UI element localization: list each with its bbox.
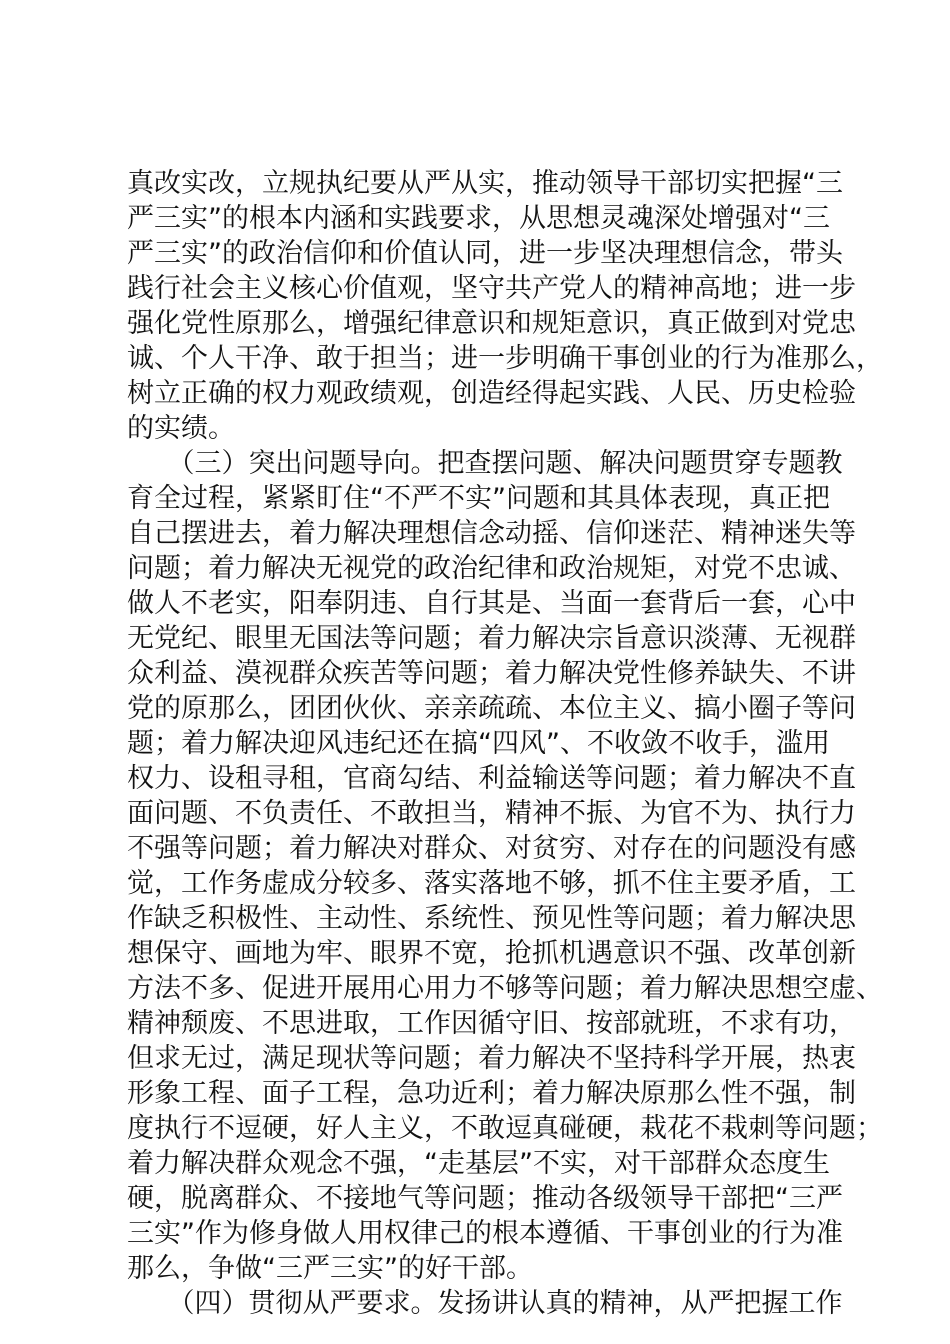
text-line: 硬，脱离群众、不接地气等问题；推动各级领导干部把“三严 bbox=[127, 1183, 843, 1214]
text-line: 践行社会主义核心价值观，坚守共产党人的精神高地；进一步 bbox=[127, 273, 856, 304]
text-line: 觉，工作务虚成分较多、落实落地不够，抓不住主要矛盾，工 bbox=[127, 868, 856, 899]
text-line: 无党纪、眼里无国法等问题；着力解决宗旨意识淡薄、无视群 bbox=[127, 623, 856, 654]
text-line: 作缺乏积极性、主动性、系统性、预见性等问题；着力解决思 bbox=[127, 903, 856, 934]
text-line: 真改实改，立规执纪要从严从实，推动领导干部切实把握“三 bbox=[127, 168, 843, 199]
text-line: 不强等问题；着力解决对群众、对贫穷、对存在的问题没有感 bbox=[127, 833, 856, 864]
text-line: 题；着力解决迎风违纪还在搞“四风”、不收敛不收手，滥用 bbox=[127, 728, 830, 759]
text-line: 形象工程、面子工程，急功近利；着力解决原那么性不强，制 bbox=[127, 1078, 856, 1109]
text-line: 那么，争做“三严三实”的好干部。 bbox=[127, 1253, 533, 1284]
text-line: 三实”作为修身做人用权律己的根本遵循、干事创业的行为准 bbox=[127, 1218, 843, 1249]
text-line: 自己摆进去，着力解决理想信念动摇、信仰迷茫、精神迷失等 bbox=[127, 518, 856, 549]
text-line: 严三实”的根本内涵和实践要求，从思想灵魂深处增强对“三 bbox=[127, 203, 830, 234]
text-line: 众利益、漠视群众疾苦等问题；着力解决党性修养缺失、不讲 bbox=[127, 658, 856, 689]
section-heading-line: （四）贯彻从严要求。发扬讲认真的精神，从严把握工作 bbox=[127, 1288, 843, 1319]
text-line: 度执行不逗硬，好人主义，不敢逗真碰硬，栽花不栽刺等问题； bbox=[127, 1113, 883, 1144]
text-line: 方法不多、促进开展用心用力不够等问题；着力解决思想空虚、 bbox=[127, 973, 883, 1004]
text-line: 想保守、画地为牢、眼界不宽，抢抓机遇意识不强、改革创新 bbox=[127, 938, 856, 969]
text-line: 着力解决群众观念不强，“走基层”不实，对干部群众态度生 bbox=[127, 1148, 830, 1179]
text-line: 但求无过，满足现状等问题；着力解决不坚持科学开展，热衷 bbox=[127, 1043, 856, 1074]
text-line: 的实绩。 bbox=[127, 413, 235, 444]
text-line: 问题；着力解决无视党的政治纪律和政治规矩，对党不忠诚、 bbox=[127, 553, 856, 584]
text-line: 面问题、不负责任、不敢担当，精神不振、为官不为、执行力 bbox=[127, 798, 856, 829]
text-line: 党的原那么，团团伙伙、亲亲疏疏、本位主义、搞小圈子等问 bbox=[127, 693, 856, 724]
text-line: 强化党性原那么，增强纪律意识和规矩意识，真正做到对党忠 bbox=[127, 308, 856, 339]
section-heading-line: （三）突出问题导向。把查摆问题、解决问题贯穿专题教 bbox=[127, 448, 843, 479]
text-line: 树立正确的权力观政绩观，创造经得起实践、人民、历史检验 bbox=[127, 378, 856, 409]
text-line: 精神颓废、不思进取，工作因循守旧、按部就班，不求有功， bbox=[127, 1008, 856, 1039]
text-line: 诚、个人干净、敢于担当；进一步明确干事创业的行为准那么， bbox=[127, 343, 883, 374]
text-line: 严三实”的政治信仰和价值认同，进一步坚决理想信念，带头 bbox=[127, 238, 843, 269]
text-line: 做人不老实，阳奉阴违、自行其是、当面一套背后一套，心中 bbox=[127, 588, 856, 619]
text-line: 育全过程，紧紧盯住“不严不实”问题和其具体表现，真正把 bbox=[127, 483, 830, 514]
text-line: 权力、设租寻租，官商勾结、利益输送等问题；着力解决不直 bbox=[127, 763, 856, 794]
